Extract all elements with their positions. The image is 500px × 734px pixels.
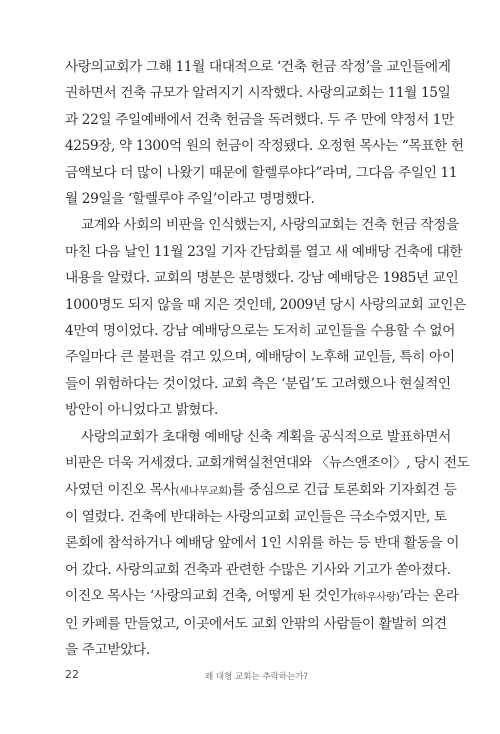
page-number: 22	[65, 668, 79, 681]
text-line: 을 주고받았다.	[65, 641, 150, 658]
text-line: 권하면서 건축 규모가 알려지기 시작했다. 사랑의교회는 11월 15일	[65, 85, 451, 102]
book-page-body	[65, 54, 470, 663]
text-line	[65, 583, 459, 610]
text-line: 방안이 아니었다고 밝혔다.	[65, 402, 218, 419]
text-line: 과 22일 주일예배에서 건축 헌금을 독려했다. 두 주 만에 약정서 1만	[65, 111, 454, 128]
text-line: 내용을 알렸다. 교회의 명분은 분명했다. 강남 예배당은 1985년 교인	[65, 270, 459, 287]
text-line: 4259장, 약 1300억 원의 헌금이 작정됐다. 오정현 목사는 “목표한 헌	[65, 138, 464, 155]
line-segment: ’라는 온라	[399, 588, 459, 605]
text-line: 인 카페를 만들었고, 이곳에서도 교회 안팎의 사람들이 활발히 의견	[65, 615, 447, 632]
text-line: 들이 위험하다는 것이었다. 교회 측은 ‘분립’도 고려했으나 현실적인	[65, 375, 451, 392]
running-title: 왜 대형 교회는 추락하는가?	[205, 672, 308, 682]
text-line: 주일마다 큰 불편을 겪고 있으며, 예배당이 노후해 교인들, 특히 아이	[65, 349, 455, 366]
paragraph-3	[65, 424, 470, 664]
text-line: 금액보다 더 많이 나왔기 때문에 할렐루야다”라며, 그다음 주일인 11	[65, 164, 458, 181]
text-line: 교계와 사회의 비판을 인식했는지, 사랑의교회는 건축 헌금 작정을	[81, 217, 459, 234]
text-line: 사랑의교회가 초대형 예배당 신축 계획을 공식적으로 발표하면서	[81, 428, 451, 445]
line-segment: 를 중심으로 긴급 토론회와 기자회견 등	[231, 481, 457, 498]
line-segment: 이진오 목사는 ‘사랑의교회 건축, 어떻게 된 것인가	[65, 588, 354, 605]
text-line: 마친 다음 날인 11월 23일 기자 간담회를 열고 새 예배당 건축에 대한	[65, 243, 463, 260]
line-segment: 사였던 이진오 목사	[65, 481, 176, 498]
paragraph-2	[65, 212, 466, 423]
parenthetical-note: (하우사랑)	[353, 591, 400, 604]
text-line: 이 열렸다. 건축에 반대하는 사랑의교회 교인들은 극소수였지만, 토	[65, 508, 447, 525]
text-line: 비판은 더욱 거세졌다. 교회개혁실천연대와 〈뉴스앤조이〉, 당시 전도	[65, 455, 470, 472]
text-line	[65, 477, 457, 504]
parenthetical-note: (세나무교회)	[175, 484, 232, 497]
text-line: 어 갔다. 사랑의교회 건축과 관련한 수많은 기사와 기고가 쏟아졌다.	[65, 561, 451, 578]
text-line: 월 29일을 ‘할렐루야 주일’이라고 명명했다.	[65, 191, 315, 208]
page-footer	[65, 668, 438, 684]
paragraph-1	[65, 54, 464, 212]
text-line: 사랑의교회가 그해 11월 대대적으로 ‘건축 헌금 작정’을 교인들에게	[65, 59, 451, 75]
text-line: 4만여 명이었다. 강남 예배당으로는 도저히 교인들을 수용할 수 없어	[65, 323, 456, 340]
text-line: 론회에 참석하거나 예배당 앞에서 1인 시위를 하는 등 반대 활동을 이	[65, 535, 460, 552]
text-line: 1000명도 되지 않을 때 지은 것인데, 2009년 당시 사랑의교회 교인은	[65, 296, 466, 313]
